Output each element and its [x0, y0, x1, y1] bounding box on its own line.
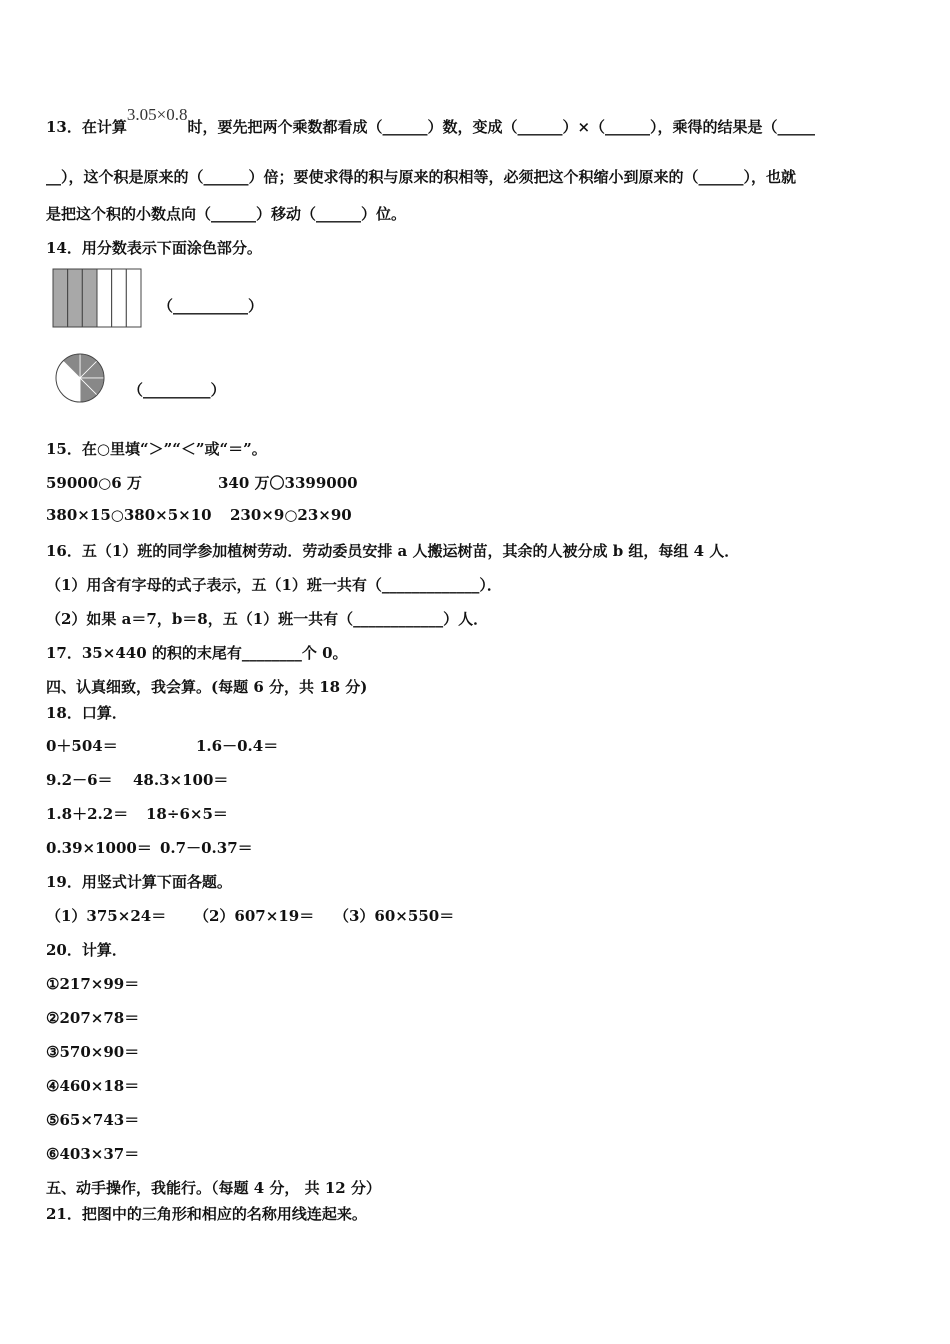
q20-title: 20．计算． [46, 941, 127, 959]
q15-title: 15．在○里填“＞”“＜”或“＝”。 [46, 440, 267, 458]
q15-row1a: 59000○6 万 [46, 474, 142, 492]
q18-r3a: 1.8＋2.2＝ [46, 805, 129, 823]
q19-title: 19．用竖式计算下面各题。 [46, 873, 232, 891]
q14-answer-blank-1: （__________） [158, 297, 264, 315]
rect-part-shaded [53, 269, 68, 327]
q16-sub2: （2）如果 a＝7，b＝8，五（1）班一共有（____________）人． [46, 610, 489, 628]
q15-row2a: 380×15○380×5×10 [46, 506, 212, 524]
q14-title: 14．用分数表示下面涂色部分。 [46, 239, 262, 257]
q16-sub1: （1）用含有字母的式子表示，五（1）班一共有（_____________）． [46, 576, 502, 594]
q15-row2b: 230×9○23×90 [230, 506, 352, 524]
q18-r3b: 18÷6×5＝ [146, 805, 228, 823]
section5-title: 五、动手操作，我能行。（每题 4 分， 共 12 分） [46, 1179, 381, 1197]
q18-r4b: 0.7－0.37＝ [160, 839, 253, 857]
q20-item: ③570×90＝ [46, 1043, 140, 1061]
q18-r1a: 0＋504＝ [46, 737, 118, 755]
shaded-rectangle-figure [52, 268, 142, 328]
rect-part-empty [126, 269, 141, 327]
q14-answer-blank-2: （_________） [128, 381, 226, 399]
rect-part-empty [112, 269, 127, 327]
q18-r2a: 9.2－6＝ [46, 771, 113, 789]
q13-formula: 3.05×0.8 [126, 105, 188, 124]
section4-title: 四、认真细致，我会算。(每题 6 分，共 18 分) [46, 678, 368, 696]
q18-r2b: 48.3×100＝ [133, 771, 229, 789]
q13-intro: 13．在计算 [46, 118, 127, 136]
q19-b: （2）607×19＝ [194, 907, 315, 925]
q21-text: 21．把图中的三角形和相应的名称用线连起来。 [46, 1205, 367, 1223]
rect-part-shaded [82, 269, 97, 327]
q20-item: ④460×18＝ [46, 1077, 140, 1095]
rect-part-shaded [68, 269, 83, 327]
q13-line2: __），这个积是原来的（______）倍；要使求得的积与原来的积相等，必须把这个积缩小到原来的（______），也就 [46, 168, 797, 186]
q15-row1b: 340 万〇3399000 [218, 474, 358, 492]
q17-text: 17．35×440 的积的末尾有________个 0。 [46, 644, 348, 662]
q13-line3: 是把这个积的小数点向（______）移动（______）位。 [46, 205, 407, 223]
q20-item: ⑤65×743＝ [46, 1111, 140, 1129]
q18-title: 18．口算． [46, 704, 127, 722]
q20-item: ①217×99＝ [46, 975, 140, 993]
q19-c: （3）60×550＝ [334, 907, 455, 925]
q18-r4a: 0.39×1000＝ [46, 839, 152, 857]
q13-line1 [46, 105, 816, 137]
q16-title: 16．五（1）班的同学参加植树劳动．劳动委员安排 a 人搬运树苗，其余的人被分成 b 组，每组 4 人． [46, 542, 740, 560]
q13-rest: 时，要先把两个乘数都看成（______）数，变成（______）×（______），乘得的结果是（_____ [187, 118, 816, 136]
rect-part-empty [97, 269, 112, 327]
q20-item: ⑥403×37＝ [46, 1145, 140, 1163]
q18-r1b: 1.6－0.4＝ [196, 737, 279, 755]
shaded-circle-figure [54, 352, 106, 404]
q20-item: ②207×78＝ [46, 1009, 140, 1027]
q19-a: （1）375×24＝ [46, 907, 167, 925]
